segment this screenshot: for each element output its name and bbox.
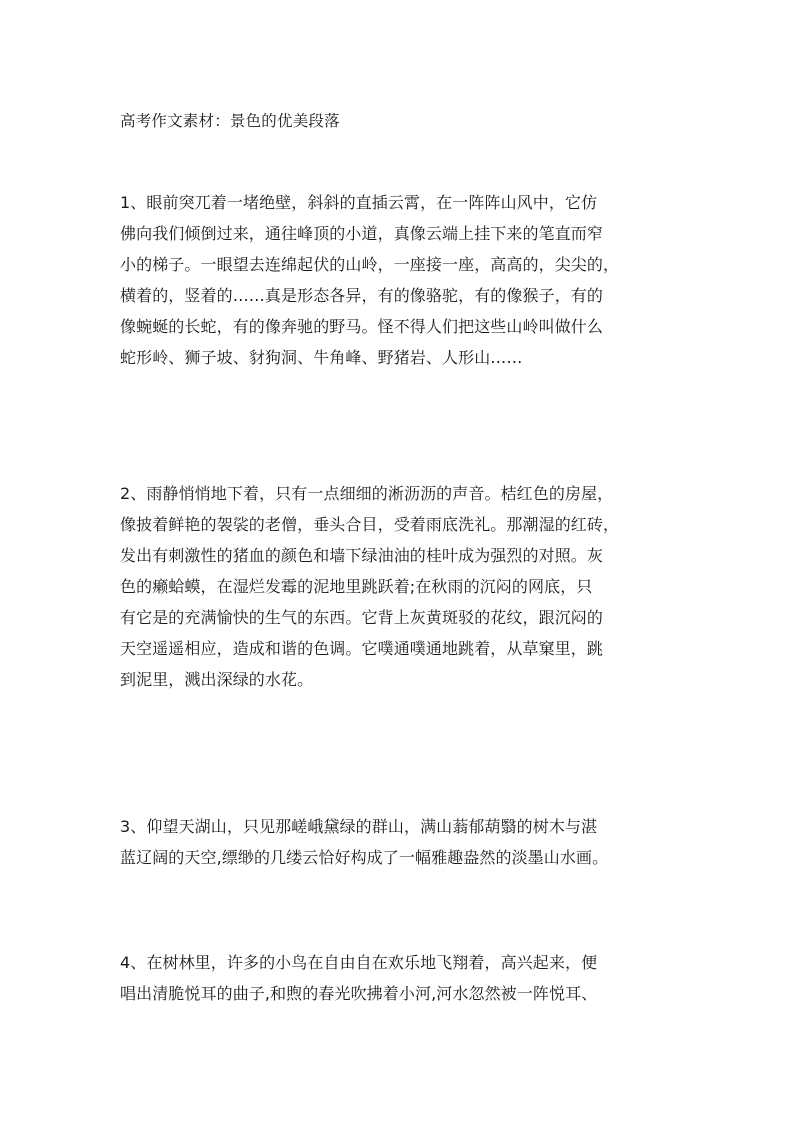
paragraph-line: 有它是的充满愉快的生气的东西。它背上灰黄斑驳的花纹，跟沉闷的 [120, 608, 604, 627]
paragraph-line: 到泥里，溅出深绿的水花。 [120, 670, 314, 689]
paragraph-line: 2、雨静悄悄地下着，只有一点细细的淅沥沥的声音。桔红色的房屋， [120, 484, 614, 503]
paragraph-line: 横着的，竖着的……真是形态各异，有的像骆驼，有的像猴子，有的 [120, 286, 604, 305]
paragraph-line: 4、在树林里，许多的小鸟在自由自在欢乐地飞翔着，高兴起来，便 [120, 953, 598, 972]
paragraph-line: 唱出清脆悦耳的曲子,和煦的春光吹拂着小河,河水忽然被一阵悦耳、 [120, 984, 598, 1003]
paragraph-line: 像蜿蜒的长蛇，有的像奔驰的野马。怪不得人们把这些山岭叫做什么 [120, 317, 604, 336]
paragraph-line: 发出有刺激性的猪血的颜色和墙下绿油油的桂叶成为强烈的对照。灰 [120, 546, 604, 565]
paragraph-line: 3、仰望天湖山，只见那嵯峨黛绿的群山，满山蓊郁葫翳的树木与湛 [120, 817, 598, 836]
paragraph-2 [120, 478, 680, 695]
paragraph-line: 天空遥遥相应，造成和谐的色调。它噗通噗通地跳着，从草窠里，跳 [120, 639, 604, 658]
paragraph-3 [120, 811, 680, 873]
paragraph-4 [120, 947, 680, 1009]
paragraph-line: 色的癞蛤蟆，在湿烂发霉的泥地里跳跃着;在秋雨的沉闷的网底，只 [120, 577, 593, 596]
paragraph-line: 蓝辽阔的天空,缥缈的几缕云恰好构成了一幅雅趣盎然的淡墨山水画。 [120, 848, 609, 867]
paragraph-line: 1、眼前突兀着一堵绝壁，斜斜的直插云霄，在一阵阵山风中，它仿 [120, 193, 598, 212]
paragraph-line: 佛向我们倾倒过来，通往峰顶的小道，真像云端上挂下来的笔直而窄 [120, 224, 604, 243]
paragraph-line: 小的梯子。一眼望去连绵起伏的山岭，一座接一座，高高的，尖尖的， [120, 255, 620, 274]
document-title: 高考作文素材：景色的优美段落 [120, 112, 340, 130]
paragraph-line: 蛇形岭、狮子坡、豺狗洞、牛角峰、野猪岩、人形山…… [120, 348, 523, 367]
paragraph-line: 像披着鲜艳的袈裟的老僧，垂头合目，受着雨底洗礼。那潮湿的红砖， [120, 515, 620, 534]
paragraph-1 [120, 187, 680, 373]
